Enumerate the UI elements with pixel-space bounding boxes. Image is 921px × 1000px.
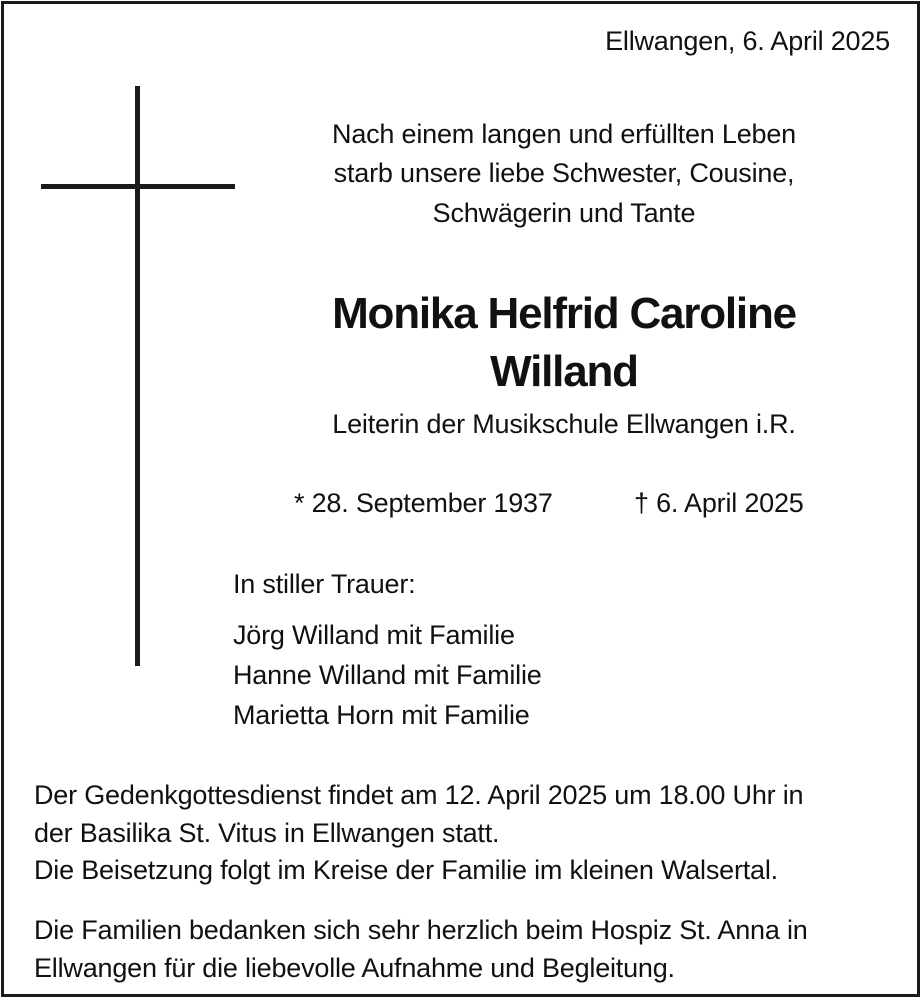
mourners-heading: In stiller Trauer: xyxy=(233,569,416,599)
mourner-name: Marietta Horn mit Familie xyxy=(233,700,530,730)
mourner-name: Hanne Willand mit Familie xyxy=(233,660,542,690)
service-line-3: Die Beisetzung folgt im Kreise der Familie im kleinen Walsertal. xyxy=(34,855,778,885)
deceased-title: Leiterin der Musikschule Ellwangen i.R. xyxy=(332,409,796,439)
intro-line-3: Schwägerin und Tante xyxy=(432,198,696,228)
intro-line-2: starb unsere liebe Schwester, Cousine, xyxy=(333,158,795,188)
service-line-1: Der Gedenkgottesdienst findet am 12. April 2025 um 18.00 Uhr in xyxy=(34,780,804,810)
birth-date: * 28. September 1937 xyxy=(294,488,553,518)
death-date: † 6. April 2025 xyxy=(634,488,804,518)
service-line-2: der Basilika St. Vitus in Ellwangen statt. xyxy=(34,818,500,848)
deceased-name-line-1: Monika Helfrid Caroline xyxy=(332,289,796,338)
obituary-notice xyxy=(1,1,920,997)
mourner-name: Jörg Willand mit Familie xyxy=(233,620,515,650)
deceased-name-line-2: Willand xyxy=(490,347,638,396)
cross-icon-vertical-bar xyxy=(135,86,140,666)
intro-line-1: Nach einem langen und erfüllten Leben xyxy=(332,119,796,149)
place-date: Ellwangen, 6. April 2025 xyxy=(605,26,890,56)
thanks-line-2: Ellwangen für die liebevolle Aufnahme und Begleitung. xyxy=(34,953,675,983)
thanks-line-1: Die Familien bedanken sich sehr herzlich beim Hospiz St. Anna in xyxy=(34,915,808,945)
cross-icon-horizontal-bar xyxy=(41,184,235,189)
